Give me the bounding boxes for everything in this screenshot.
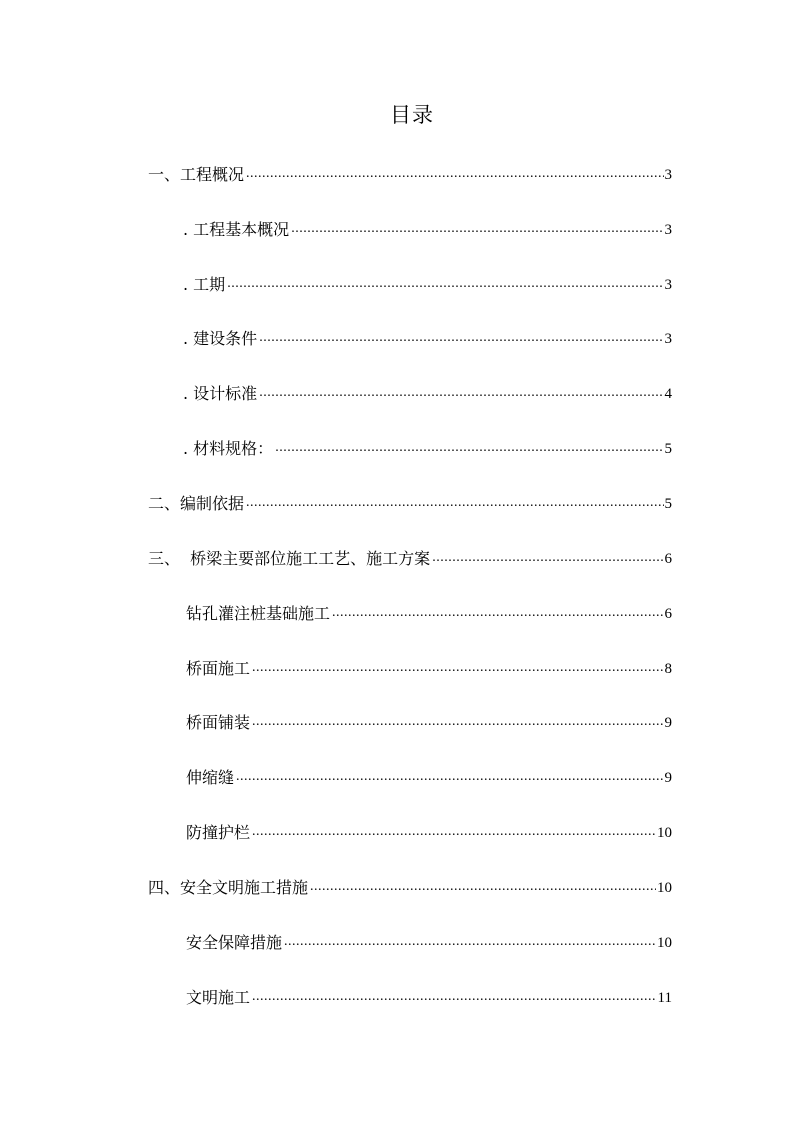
toc-entry[interactable] bbox=[186, 599, 672, 625]
toc-entry[interactable] bbox=[148, 489, 672, 515]
toc-leader-dots bbox=[259, 384, 663, 402]
toc-leader-dots bbox=[246, 165, 663, 183]
toc-entry-label: 文明施工 bbox=[186, 988, 251, 1007]
toc-leader-dots bbox=[227, 275, 663, 293]
toc-entry-label: 二、编制依据 bbox=[148, 494, 245, 513]
toc-entry-page: 4 bbox=[664, 386, 672, 402]
toc-entry-page: 11 bbox=[657, 990, 672, 1006]
toc-leader-dots bbox=[246, 494, 663, 512]
toc-entry-label: 安全保障措施 bbox=[186, 933, 283, 952]
toc-entry-page: 6 bbox=[664, 606, 672, 622]
toc-entry-page: 9 bbox=[664, 715, 672, 731]
toc-leader-dots bbox=[252, 988, 657, 1006]
toc-entry[interactable] bbox=[186, 818, 672, 844]
toc-leader-dots bbox=[310, 878, 656, 896]
toc-title: 目录 bbox=[390, 103, 434, 127]
toc-entry-label: 伸缩缝 bbox=[186, 768, 235, 787]
toc-entry[interactable] bbox=[183, 379, 672, 405]
toc-entry-label: . 工程基本概况 bbox=[183, 220, 290, 239]
toc-entry[interactable] bbox=[186, 928, 672, 954]
toc-entry-label: 一、工程概况 bbox=[148, 165, 245, 184]
toc-entry-page: 3 bbox=[664, 222, 672, 238]
toc-entry-label: . 设计标准 bbox=[183, 384, 258, 403]
toc-leader-dots bbox=[236, 768, 663, 786]
toc-entry-label: . 材料规格： bbox=[183, 439, 274, 458]
toc-leader-dots bbox=[252, 659, 663, 677]
toc-entry[interactable] bbox=[183, 215, 672, 241]
toc-leader-dots bbox=[291, 220, 663, 238]
toc-entry-label: 桥面铺装 bbox=[186, 713, 251, 732]
toc-entry[interactable] bbox=[148, 160, 672, 186]
toc-entry-page: 10 bbox=[657, 880, 672, 896]
toc-leader-dots bbox=[252, 823, 656, 841]
toc-leader-dots bbox=[252, 713, 663, 731]
toc-entry-page: 5 bbox=[664, 441, 672, 457]
toc-leader-dots bbox=[432, 549, 663, 567]
toc-entry-page: 8 bbox=[664, 661, 672, 677]
toc-entry[interactable] bbox=[186, 708, 672, 734]
toc-entry-label: . 建设条件 bbox=[183, 329, 258, 348]
toc-entry[interactable] bbox=[148, 873, 672, 899]
toc-entry-page: 10 bbox=[657, 935, 672, 951]
toc-entry-label: 钻孔灌注桩基础施工 bbox=[186, 604, 331, 623]
toc-leader-dots bbox=[284, 933, 656, 951]
toc-entry-page: 3 bbox=[664, 277, 672, 293]
toc-entry-label: 四、安全文明施工措施 bbox=[148, 878, 309, 897]
toc-entry-page: 3 bbox=[664, 167, 672, 183]
toc-entry-page: 5 bbox=[664, 496, 672, 512]
toc-entry[interactable] bbox=[183, 270, 672, 296]
toc-entry-page: 9 bbox=[664, 770, 672, 786]
toc-entry[interactable] bbox=[183, 324, 672, 350]
toc-entry[interactable] bbox=[186, 983, 672, 1009]
toc-leader-dots bbox=[275, 439, 663, 457]
toc-entry-label: . 工期 bbox=[183, 275, 226, 294]
toc-entry-label: 桥面施工 bbox=[186, 659, 251, 678]
toc-entry[interactable] bbox=[186, 654, 672, 680]
toc-leader-dots bbox=[332, 604, 663, 622]
toc-entry-page: 10 bbox=[657, 825, 672, 841]
toc-entry-page: 3 bbox=[664, 331, 672, 347]
toc-entry[interactable] bbox=[183, 434, 672, 460]
toc-entry[interactable] bbox=[148, 544, 672, 570]
toc-entry-label: 三、 桥梁主要部位施工工艺、施工方案 bbox=[148, 549, 431, 568]
toc-entry-label: 防撞护栏 bbox=[186, 823, 251, 842]
toc-leader-dots bbox=[259, 329, 663, 347]
toc-entry-page: 6 bbox=[664, 551, 672, 567]
toc-entry[interactable] bbox=[186, 763, 672, 789]
